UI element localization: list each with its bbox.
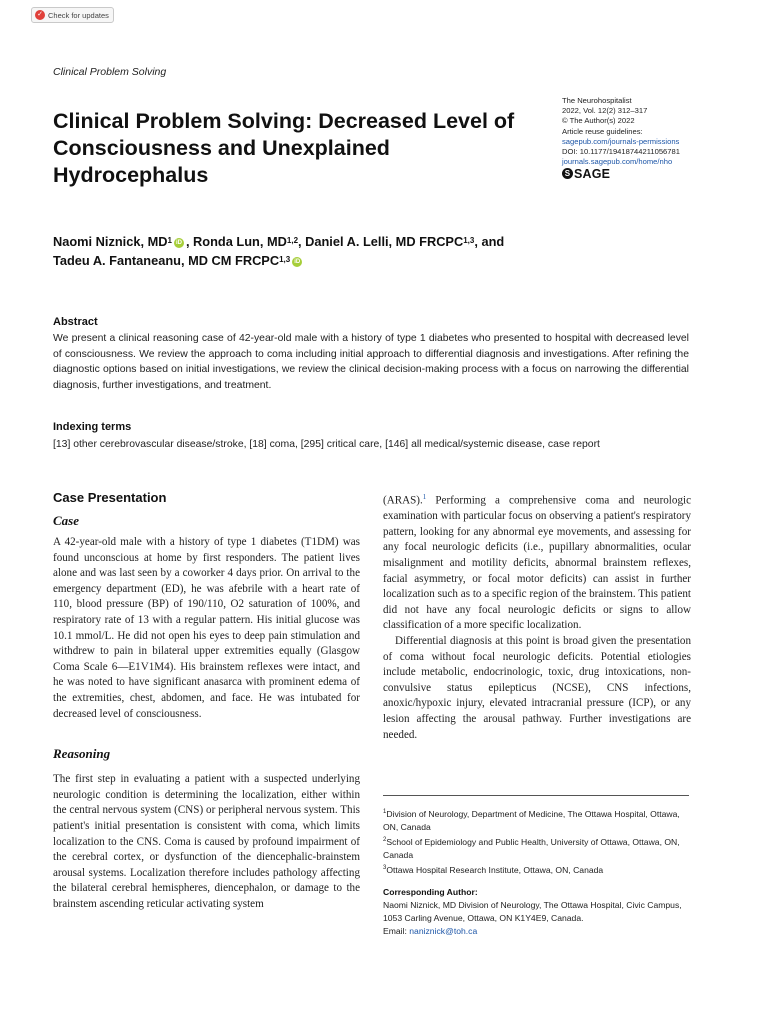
- permissions-link[interactable]: sagepub.com/journals-permissions: [562, 136, 680, 146]
- update-icon: ✓: [35, 10, 45, 20]
- corresponding-author-heading: Corresponding Author:: [383, 886, 478, 897]
- reasoning-paragraph: The first step in evaluating a patient with a suspected underlying neurologic condition is determining the localization, either within the central nervous system (CNS) or peripheral nervous system. This patient's initial presentation is consistent with coma, which limits localization to the CNS. Coma is caused by profound impairment of the cerebral cortex, or dysfunction of the diencephalic-brainstem arousal systems. Localization therefore includes pathology affecting the bilateral cerebral hemispheres, diencephalon, or damage to the brainstem ascending reticular activating system: [53, 773, 360, 910]
- section-heading: Case Presentation: [53, 490, 167, 505]
- journal-copyright: © The Author(s) 2022: [562, 116, 635, 126]
- abstract-text: We present a clinical reasoning case of 42-year-old male with a history of type 1 diabetes who presented to hospital with decreased level of consciousness. We review the approach to coma including initial approach to differential diagnosis and investigations. After refining the diagnostic options based on initial investigations, we review the clinical decision-making process with a focus on narrowing the differential diagnosis, further investigations, and treatment.: [53, 333, 689, 391]
- reuse-label: Article reuse guidelines:: [562, 126, 643, 136]
- sage-mark-icon: S: [562, 168, 573, 179]
- body-paragraph: [383, 490, 691, 634]
- doi: DOI: 10.1177/19418744211056781: [562, 147, 680, 157]
- publisher-name: SAGE: [574, 166, 611, 181]
- check-for-updates-label: Check for updates: [48, 10, 109, 20]
- author-name: Naomi Niznick, MD: [53, 234, 168, 249]
- orcid-icon[interactable]: iD: [175, 239, 182, 246]
- affiliation-2: $^2$School of Epidemiology and Public Health, University of Ottawa, Ottawa, ON, Canada: [383, 836, 680, 860]
- footnote-divider: [383, 795, 689, 796]
- author-list: [53, 232, 673, 270]
- corresponding-author-email: Email: naniznick@toh.ca: [383, 925, 478, 936]
- subsection-heading-case: Case: [53, 513, 79, 528]
- sage-logo: [562, 168, 732, 179]
- abstract-heading: Abstract: [53, 316, 98, 328]
- corresponding-author-address: Naomi Niznick, MD Division of Neurology, The Ottawa Hospital, Civic Campus, 1053 Carling Avenue, Ottawa, ON K1Y4E9, Canada.: [383, 899, 682, 923]
- author-affiliation: 1,3: [463, 236, 475, 245]
- right-column: [383, 490, 691, 938]
- author-name: Tadeu A. Fantaneanu, MD CM FRCPC: [53, 253, 280, 268]
- email-link[interactable]: naniznick@toh.ca: [409, 925, 478, 936]
- orcid-icon[interactable]: iD: [294, 258, 301, 265]
- reference-link[interactable]: 1: [422, 493, 427, 501]
- affiliation-1: $^1$Division of Neurology, Department of Medicine, The Ottawa Hospital, Ottawa, ON, Canada: [383, 809, 680, 833]
- journal-info: [562, 96, 732, 179]
- author-name: , Ronda Lun, MD: [185, 234, 287, 249]
- differential-paragraph: Differential diagnosis at this point is broad given the presentation of coma without focal neurologic deficits. Potential etiologies include metabolic, endocrinologic, toxic, drug intoxications, non-convulsive status epilepticus (NCSE), CNS infections, anoxic/hypoxic injury, elevated intracranial pressure (ICP), or any lesion affecting the arousal pathway. Further investigations are needed.: [383, 635, 691, 741]
- running-head: Clinical Problem Solving: [53, 66, 167, 78]
- case-paragraph: A 42-year-old male with a history of type 1 diabetes (T1DM) was found unconscious at home by first responders. The patient lives alone and was last seen by a coworker 4 days prior. On arrival to the emergency department (ED), he was afebrile with a heart rate of 110, blood pressure (BP) of 190/110, O2 saturation of 100%, and respiratory rate of 13 with a regular pattern. His initial glucose was 10.1 mmol/L. He did not open his eyes to deep pain stimulation and withdrew to pain in bilateral upper extremities equally (Glasgow Coma Scale 6—E1V1M4). His brainstem reflexes were intact, and he was noted to have significant anasarca with prominent edema of the extremities, chest, abdomen, and face. He was intubated for decreased level of consciousness.: [53, 536, 360, 720]
- article-title: Clinical Problem Solving: Decreased Level of Consciousness and Unexplained Hydrocephalus: [53, 109, 515, 187]
- author-affiliation: 1,3: [279, 255, 291, 264]
- left-column: [53, 490, 360, 912]
- affiliations: [383, 806, 691, 938]
- indexing-terms-text: [13] other cerebrovascular disease/stroke, [18] coma, [295] critical care, [146] all medical/systemic disease, case report: [53, 439, 600, 450]
- check-for-updates-button[interactable]: [31, 7, 114, 23]
- journal-name: The Neurohospitalist: [562, 96, 632, 105]
- author-name: , Daniel A. Lelli, MD FRCPC: [298, 234, 464, 249]
- author-conjunction: , and: [474, 234, 505, 249]
- paragraph-start: (ARAS).: [383, 494, 423, 507]
- author-affiliation: 1: [167, 236, 172, 245]
- author-affiliation: 1,2: [286, 236, 299, 245]
- affiliation-3: $^3$Ottawa Hospital Research Institute, Ottawa, ON, Canada: [383, 864, 604, 875]
- subsection-heading-reasoning: Reasoning: [53, 746, 111, 762]
- journal-issue: 2022, Vol. 12(2) 312–317: [562, 106, 648, 116]
- journal-home-link[interactable]: journals.sagepub.com/home/nho: [562, 157, 673, 167]
- paragraph-rest: Performing a comprehensive coma and neurologic examination with particular focus on observing a patient's respiratory pattern, looking for any abnormal eye movements, and assessing for any focal neurologic deficits (i.e., pupillary abnormalities, ocular misalignment and motility deficits, abnormal brainstem reflexes, facial asymmetry, or focal motor deficits) can assist in further localization such as to a specific region of the brainstem. This patient did not have any focal neurologic deficits or signs to allow classification of a more specific localization.: [383, 494, 691, 632]
- indexing-terms-heading: Indexing terms: [53, 421, 132, 433]
